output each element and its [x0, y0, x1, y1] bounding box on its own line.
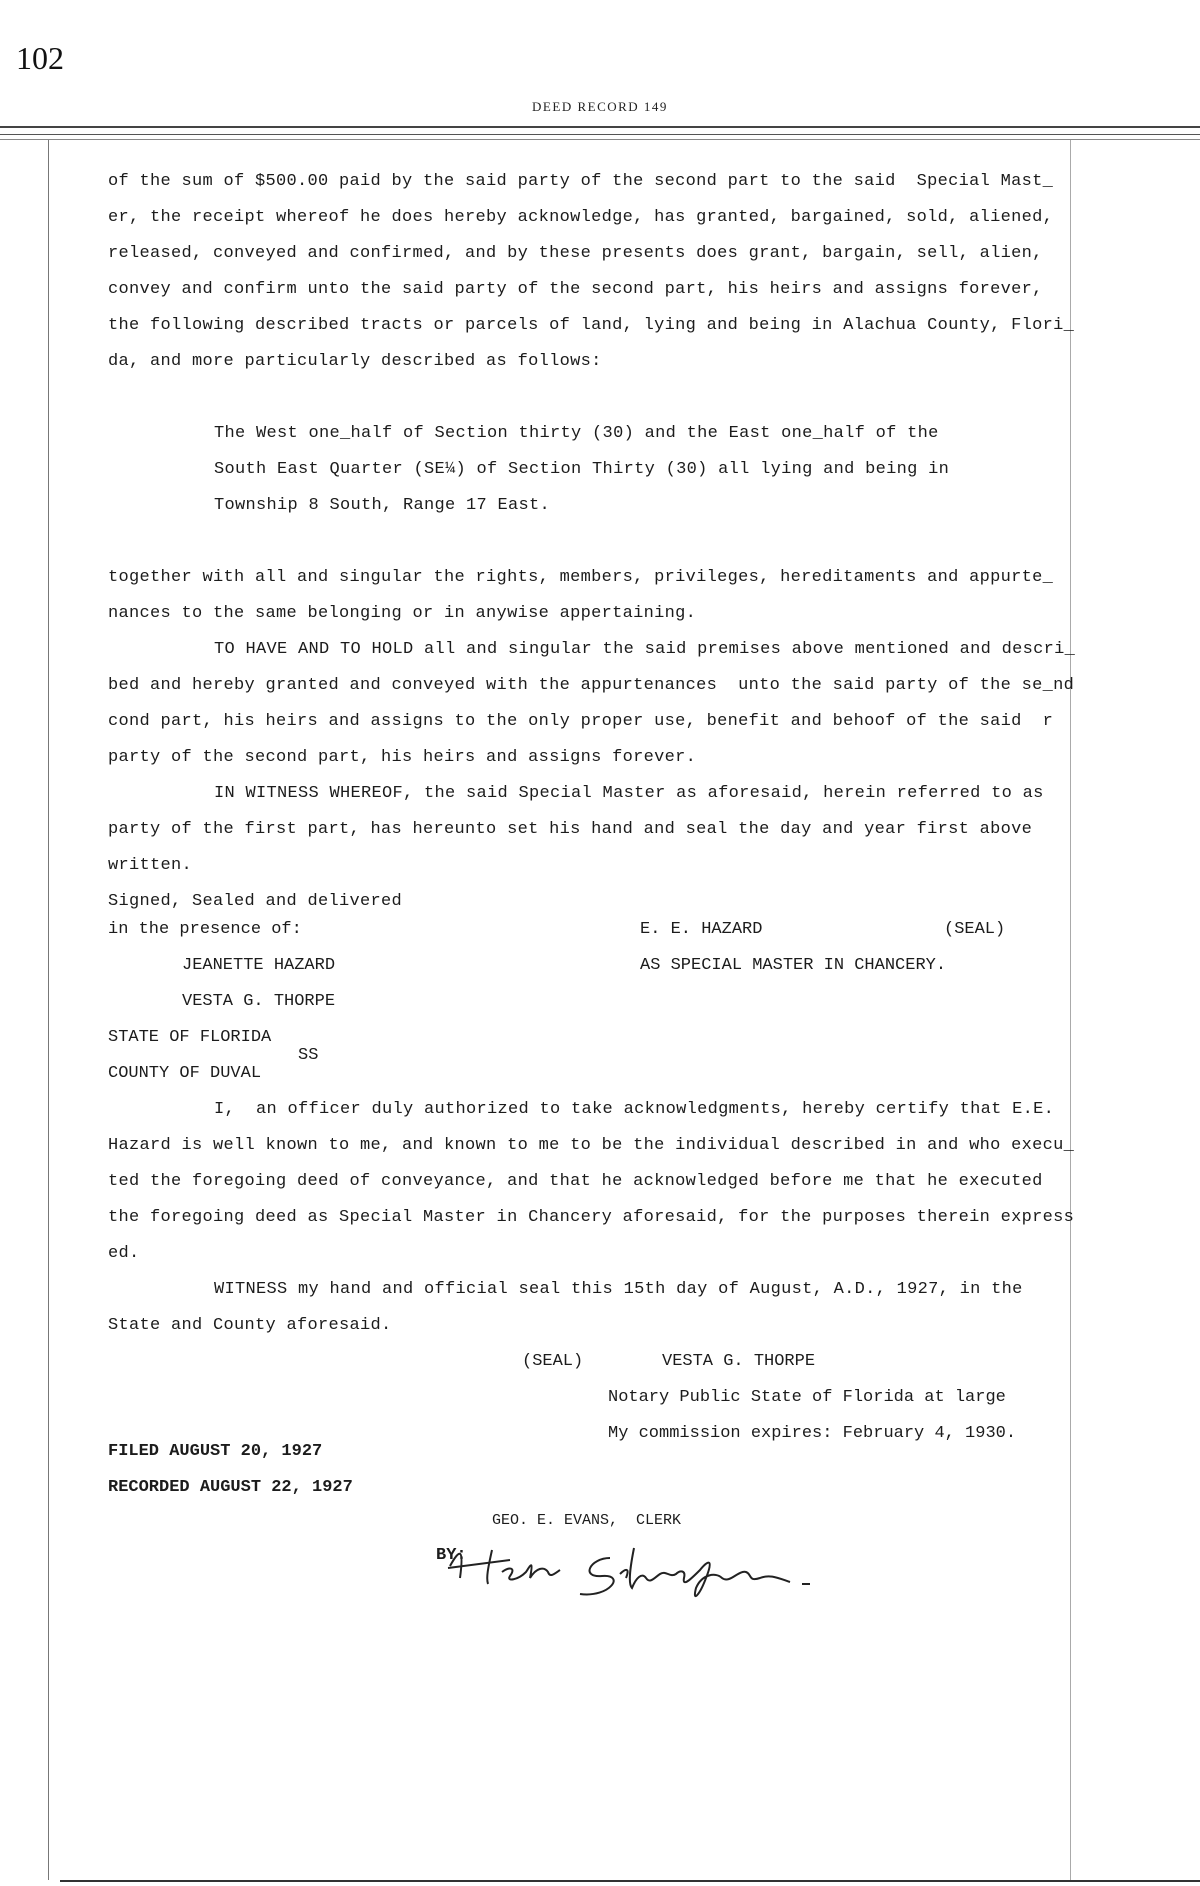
header-rule-bottom	[0, 139, 1200, 140]
ack-line: ted the foregoing deed of conveyance, and that he acknowledged before me that he executed	[108, 1172, 1043, 1191]
appurtenance-line: nances to the same belonging or in anywise appertaining.	[108, 604, 697, 623]
habendum-line: cond part, his heirs and assigns to the only proper use, benefit and behoof of the said r	[108, 712, 1054, 731]
witness-clause-line: party of the first part, has hereunto set his hand and seal the day and year first above	[108, 820, 1033, 839]
state: STATE OF FLORIDA	[108, 1028, 272, 1047]
grantor-seal: (SEAL)	[944, 920, 1006, 939]
body-line: er, the receipt whereof he does hereby acknowledge, has granted, bargained, sold, aliened,	[108, 208, 1054, 227]
body-line: da, and more particularly described as follows:	[108, 352, 602, 371]
clerk-signature	[430, 1538, 840, 1608]
clerk-signature-text: Helen Schaefer	[430, 1538, 439, 1539]
ack-line: I, an officer duly authorized to take acknowledgments, hereby certify that E.E.	[214, 1100, 1055, 1119]
in-presence: in the presence of:	[108, 920, 302, 939]
body-line: the following described tracts or parcels of land, lying and being in Alachua County, Flori_	[108, 316, 1075, 335]
recorded-date: RECORDED AUGUST 22, 1927	[108, 1478, 353, 1497]
body-line: of the sum of $500.00 paid by the said party of the second part to the said Special Mast_	[108, 172, 1054, 191]
notary-commission: My commission expires: February 4, 1930.	[608, 1424, 1017, 1443]
header-rule-top	[0, 126, 1200, 128]
grantor-name: E. E. HAZARD	[640, 920, 763, 939]
witness-clause-line: IN WITNESS WHEREOF, the said Special Master as aforesaid, herein referred to as	[214, 784, 1044, 803]
witness-1: JEANETTE HAZARD	[182, 956, 336, 975]
witness-clause-line: written.	[108, 856, 193, 875]
notary-title: Notary Public State of Florida at large	[608, 1388, 1006, 1407]
left-margin-rule	[48, 140, 49, 1880]
ack-line: Hazard is well known to me, and known to me to be the individual described in and who execu_	[108, 1136, 1075, 1155]
ss: SS	[298, 1046, 319, 1065]
header-rule-middle	[0, 134, 1200, 135]
notary-name: VESTA G. THORPE	[662, 1352, 816, 1371]
ack-line: ed.	[108, 1244, 140, 1263]
signed-sealed: Signed, Sealed and delivered	[108, 892, 403, 911]
deed-body	[108, 164, 1098, 920]
ack-line: the foregoing deed as Special Master in Chancery aforesaid, for the purposes therein express	[108, 1208, 1075, 1227]
property-line: The West one_half of Section thirty (30) and the East one_half of the	[214, 424, 939, 443]
notary-seal: (SEAL)	[522, 1352, 584, 1371]
filed-date: FILED AUGUST 20, 1927	[108, 1442, 323, 1461]
body-line: convey and confirm unto the said party of the second part, his heirs and assigns forever,	[108, 280, 1043, 299]
body-line: released, conveyed and confirmed, and by these presents does grant, bargain, sell, alien,	[108, 244, 1043, 263]
clerk-name: GEO. E. EVANS, CLERK	[492, 1512, 682, 1529]
grantor-title: AS SPECIAL MASTER IN CHANCERY.	[640, 956, 947, 975]
witness-2: VESTA G. THORPE	[182, 992, 336, 1011]
habendum-line: party of the second part, his heirs and assigns forever.	[108, 748, 697, 767]
header-title: DEED RECORD 149	[532, 99, 668, 114]
acknowledgment	[108, 1092, 1098, 1344]
property-line: South East Quarter (SE¼) of Section Thirty (30) all lying and being in	[214, 460, 950, 479]
habendum-line: bed and hereby granted and conveyed with the appurtenances unto the said party of the se_nd	[108, 676, 1075, 695]
county: COUNTY OF DUVAL	[108, 1064, 262, 1083]
notary-witness-line: State and County aforesaid.	[108, 1316, 392, 1335]
bottom-rule	[60, 1880, 1200, 1882]
habendum-line: TO HAVE AND TO HOLD all and singular the said premises above mentioned and descri_	[214, 640, 1076, 659]
by-label: BY:	[436, 1546, 467, 1565]
property-line: Township 8 South, Range 17 East.	[214, 496, 551, 515]
notary-witness-line: WITNESS my hand and official seal this 15th day of August, A.D., 1927, in the	[214, 1280, 1023, 1299]
page-number: 102	[16, 40, 64, 76]
appurtenance-line: together with all and singular the rights, members, privileges, hereditaments and appurte_	[108, 568, 1054, 587]
